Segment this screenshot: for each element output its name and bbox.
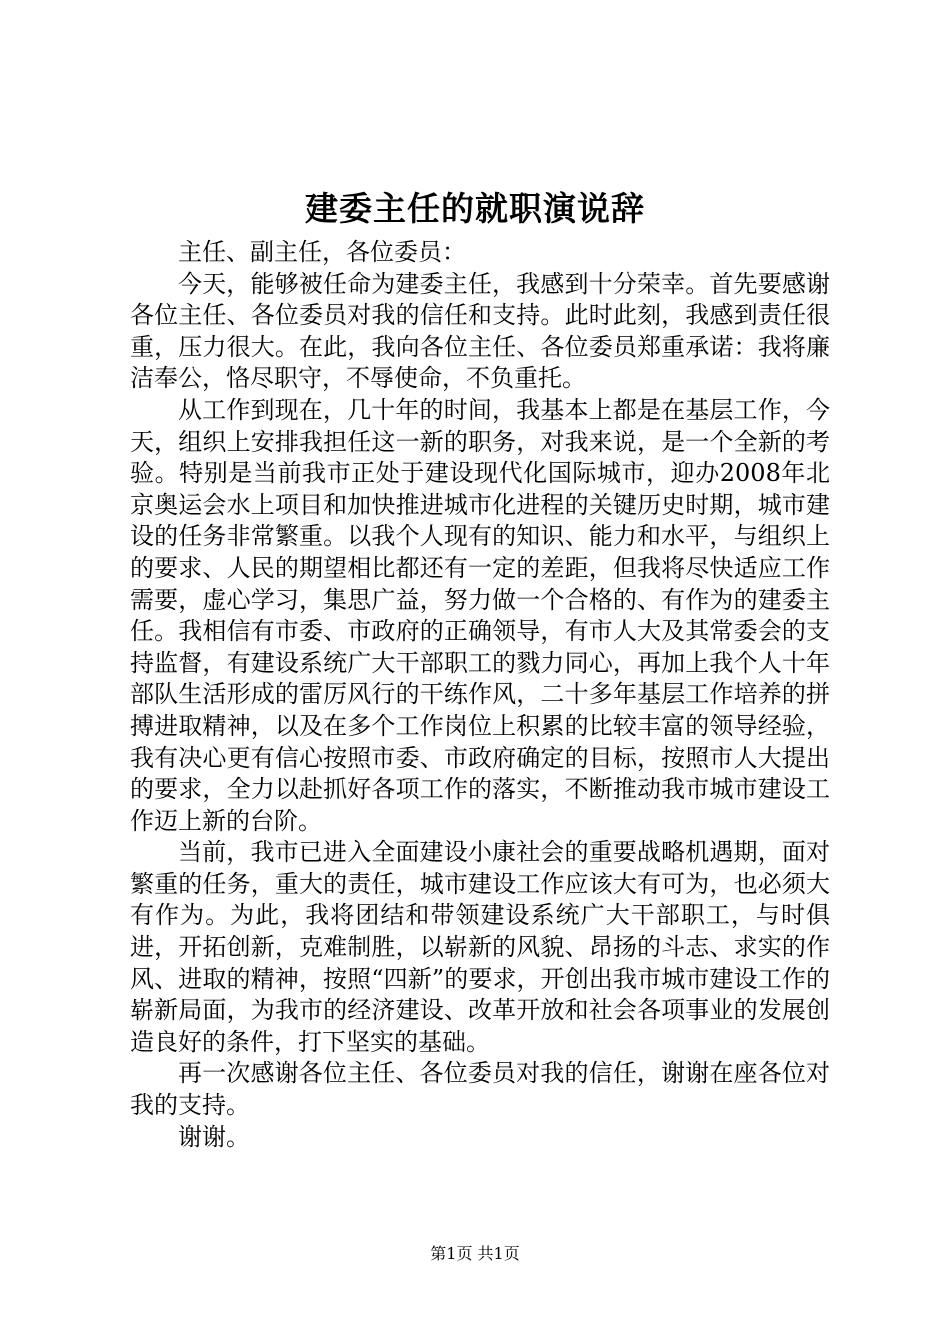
paragraph: 今天，能够被任命为建委主任，我感到十分荣幸。首先要感谢各位主任、各位委员对我的信任和支持。此时此刻，我感到责任很重，压力很大。在此，我向各位主任、各位委员郑重承诺：我将廉洁奉公，恪尽职守，不辱使命，不负重托。 (130, 269, 830, 393)
document-title: 建委主任的就职演说辞 (305, 189, 645, 228)
document-body (130, 237, 830, 1153)
paragraph: 当前，我市已进入全面建设小康社会的重要战略机遇期，面对繁重的任务，重大的责任，城市建设工作应该大有可为，也必须大有作为。为此，我将团结和带领建设系统广大干部职工，与时俱进，开拓创新，克难制胜，以崭新的风貌、昂扬的斗志、求实的作风、进取的精神，按照“四新”的要求，开创出我市城市建设工作的崭新局面，为我市的经济建设、改革开放和社会各项事业的发展创造良好的条件，打下坚实的基础。 (130, 838, 830, 1056)
salutation: 主任、副主任，各位委员： (178, 238, 466, 266)
paragraph: 从工作到现在，几十年的时间，我基本上都是在基层工作，今天，组织上安排我担任这一新的职务，对我来说，是一个全新的考验。特别是当前我市正处于建设现代化国际城市，迎办2008年北京奥运会水上项目和加快推进城市化进程的关键历史时期，城市建设的任务非常繁重。以我个人现有的知识、能力和水平，与组织上的要求、人民的期望相比都还有一定的差距，但我将尽快适应工作需要，虚心学习，集思广益，努力做一个合格的、有作为的建委主任。我相信有市委、市政府的正确领导，有市人大及其常委会的支持监督，有建设系统广大干部职工的戮力同心，再加上我个人十年部队生活形成的雷厉风行的干练作风，二十多年基层工作培养的拼搏进取精神，以及在多个工作岗位上积累的比较丰富的领导经验，我有决心更有信心按照市委、市政府确定的目标，按照市人大提出的要求，全力以赴抓好各项工作的落实，不断推动我市城市建设工作迈上新的台阶。 (130, 395, 830, 835)
page-footer: 第1页 共1页 (430, 1244, 520, 1263)
paragraph: 再一次感谢各位主任、各位委员对我的信任，谢谢在座各位对我的支持。 (130, 1059, 830, 1120)
closing: 谢谢。 (178, 1122, 250, 1151)
